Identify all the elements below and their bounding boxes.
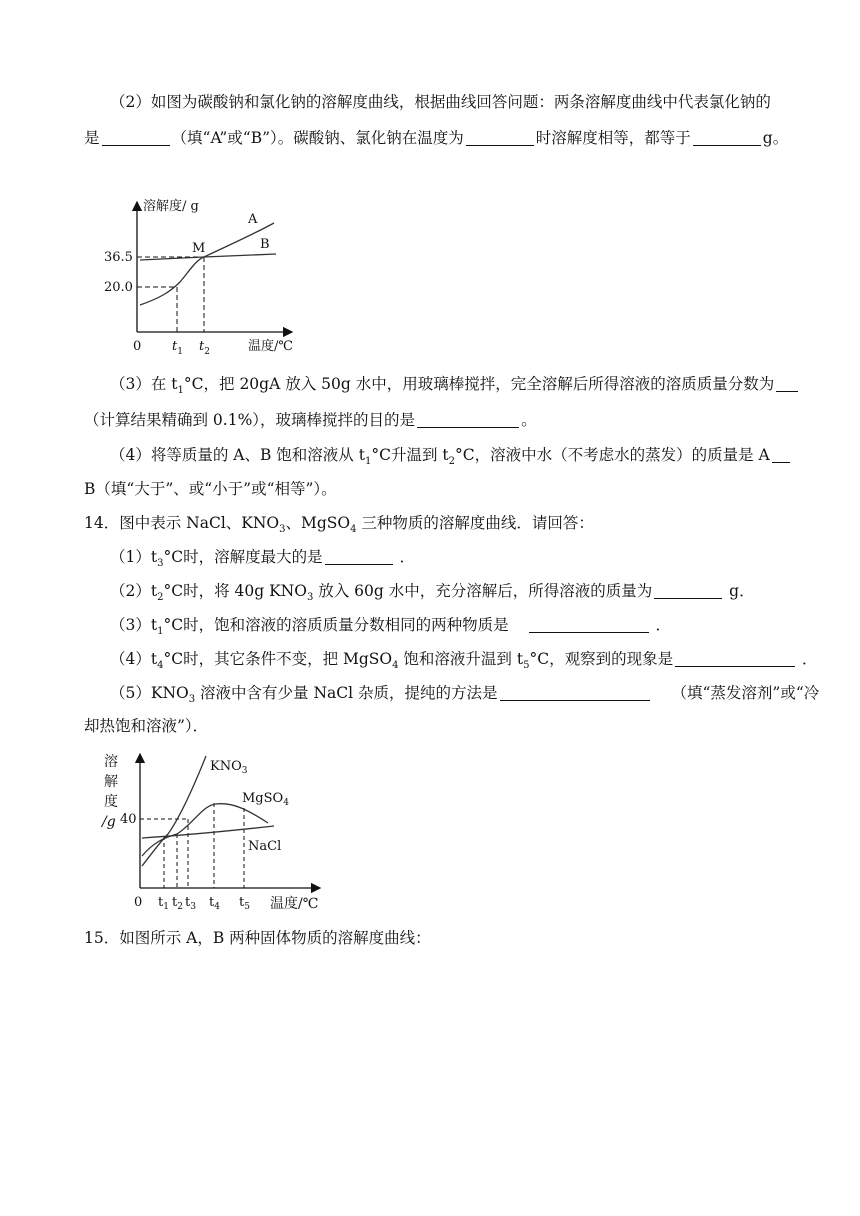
q14-part4	[110, 648, 818, 677]
text: 1	[157, 626, 164, 638]
text: 3	[306, 592, 314, 604]
text: ．	[650, 616, 672, 634]
q14-part2	[110, 580, 755, 609]
text: °C时，将 40g KNO	[163, 582, 307, 600]
text: （3）在 t	[110, 375, 178, 393]
solubility-chart-ab	[100, 190, 320, 360]
q14-part5-line2: 却热饱和溶液”）．	[84, 717, 209, 735]
label-kno3: $KNO_3$	[210, 759, 248, 776]
text: 。	[521, 411, 537, 429]
text: 时溶解度相等，都等于	[535, 129, 691, 147]
q13-part3-line2	[84, 409, 537, 431]
text: °C升温到 t	[371, 446, 449, 464]
text: 溶液中含有少量 NaCl 杂质，提纯的方法是	[195, 684, 498, 702]
label-nacl: NaCl	[248, 839, 282, 854]
curve-label-b: B	[260, 237, 270, 252]
q14-part5	[110, 682, 819, 711]
q14-part1	[110, 546, 415, 575]
solubility-chart-nacl-kno3-mgso4	[98, 748, 338, 918]
curve-kno3	[142, 756, 206, 866]
text: （填“蒸发溶剂”或“冷	[671, 684, 820, 702]
answer-blank[interactable]	[654, 582, 722, 599]
x-axis-label: 温度/℃	[270, 896, 319, 912]
text: 5	[523, 660, 530, 672]
answer-blank[interactable]	[529, 616, 649, 633]
x-tick-t5: $t_5$	[239, 895, 250, 912]
y-label-4: /g	[102, 814, 116, 830]
y-label-1: 溶	[104, 754, 118, 770]
text: °C，溶液中水（不考虑水的蒸发）的质量是 A	[454, 446, 770, 464]
q15-stem: 15．如图所示 A，B 两种固体物质的溶解度曲线：	[84, 929, 431, 947]
label-mgso4: MgSO$_4$	[242, 791, 289, 808]
text: 3	[279, 524, 286, 536]
y-tick-20-0: 20.0	[104, 280, 133, 295]
text: g。	[762, 129, 789, 147]
answer-blank[interactable]	[776, 375, 798, 392]
q13-part4-line2: B（填“大于”、或“小于”或“相等”）。	[84, 480, 337, 498]
y-tick-36-5: 36.5	[104, 250, 133, 265]
answer-blank[interactable]	[693, 129, 761, 146]
q13-part2-line2	[84, 127, 788, 149]
text: 3	[188, 694, 196, 706]
answer-blank[interactable]	[675, 650, 795, 667]
text: 放入 60g 水中，充分溶解后，所得溶液的质量为	[313, 582, 653, 600]
text: （1）t	[110, 548, 158, 566]
text: 4	[350, 524, 357, 536]
x-tick-t1: $t_1$	[158, 895, 169, 912]
text: 是	[84, 129, 100, 147]
text: （5）KNO	[110, 684, 189, 702]
q13-part2-line1: （2）如图为碳酸钠和氯化钠的溶解度曲线，根据曲线回答问题：两条溶解度曲线中代表氯化钠的	[110, 93, 771, 111]
y-label-3: 度	[104, 794, 118, 810]
text: °C，观察到的现象是	[529, 650, 674, 668]
text: （4）t	[110, 650, 158, 668]
text: 2	[448, 456, 455, 468]
text: 三种物质的溶解度曲线．请回答：	[356, 514, 594, 532]
answer-blank[interactable]	[325, 548, 393, 565]
y-axis-label: 溶解度/ g	[143, 199, 199, 214]
x-tick-t4: $t_4$	[209, 895, 220, 912]
x-axis-label: 温度/℃	[248, 339, 293, 354]
text: 4	[157, 660, 164, 672]
origin-label: 0	[134, 895, 143, 910]
text: 4	[392, 660, 399, 672]
text: °C，把 20gA 放入 50g 水中，用玻璃棒搅拌，完全溶解后所得溶液的溶质质量分数为	[183, 375, 775, 393]
answer-blank[interactable]	[772, 446, 790, 463]
text: ．	[394, 548, 416, 566]
text: 2	[157, 592, 164, 604]
curve-a	[140, 223, 274, 305]
point-label-m: M	[192, 241, 206, 256]
y-tick-40: 40	[120, 812, 137, 827]
answer-blank[interactable]	[102, 129, 170, 146]
text: °C时，其它条件不变，把 MgSO	[163, 650, 393, 668]
text: 、MgSO	[285, 514, 351, 532]
answer-blank[interactable]	[417, 411, 519, 428]
x-tick-t2: $t_2$	[199, 339, 210, 357]
text: 3	[157, 558, 164, 570]
text: 14．图中表示 NaCl、KNO	[84, 514, 280, 532]
text: 1	[177, 385, 184, 397]
x-tick-t2: $t_2$	[172, 895, 183, 912]
curve-nacl	[142, 826, 274, 838]
text: 饱和溶液升温到 t	[398, 650, 524, 668]
text: （2）t	[110, 582, 158, 600]
text: °C时，饱和溶液的溶质质量分数相同的两种物质是	[163, 616, 509, 634]
x-tick-t3: $t_3$	[185, 895, 196, 912]
text: g．	[724, 582, 755, 600]
y-label-2: 解	[104, 774, 118, 790]
text: 1	[364, 456, 372, 468]
q13-part4-line1	[110, 444, 792, 473]
curve-label-a: A	[248, 212, 258, 227]
q14-stem	[84, 512, 594, 541]
text: °C时，溶解度最大的是	[163, 548, 323, 566]
text: （4）将等质量的 A、B 饱和溶液从 t	[110, 446, 365, 464]
answer-blank[interactable]	[500, 684, 650, 701]
origin-label: 0	[133, 339, 142, 354]
x-tick-t1: $t_1$	[172, 339, 183, 357]
text: （填“A”或“B”）。碳酸钠、氯化钠在温度为	[171, 129, 464, 147]
text: （3）t	[110, 616, 158, 634]
answer-blank[interactable]	[466, 129, 534, 146]
text: ．	[797, 650, 818, 668]
q13-part3-line1	[110, 373, 800, 402]
q14-part3	[110, 614, 671, 643]
text: （计算结果精确到 0.1%），玻璃棒搅拌的目的是	[84, 411, 416, 429]
